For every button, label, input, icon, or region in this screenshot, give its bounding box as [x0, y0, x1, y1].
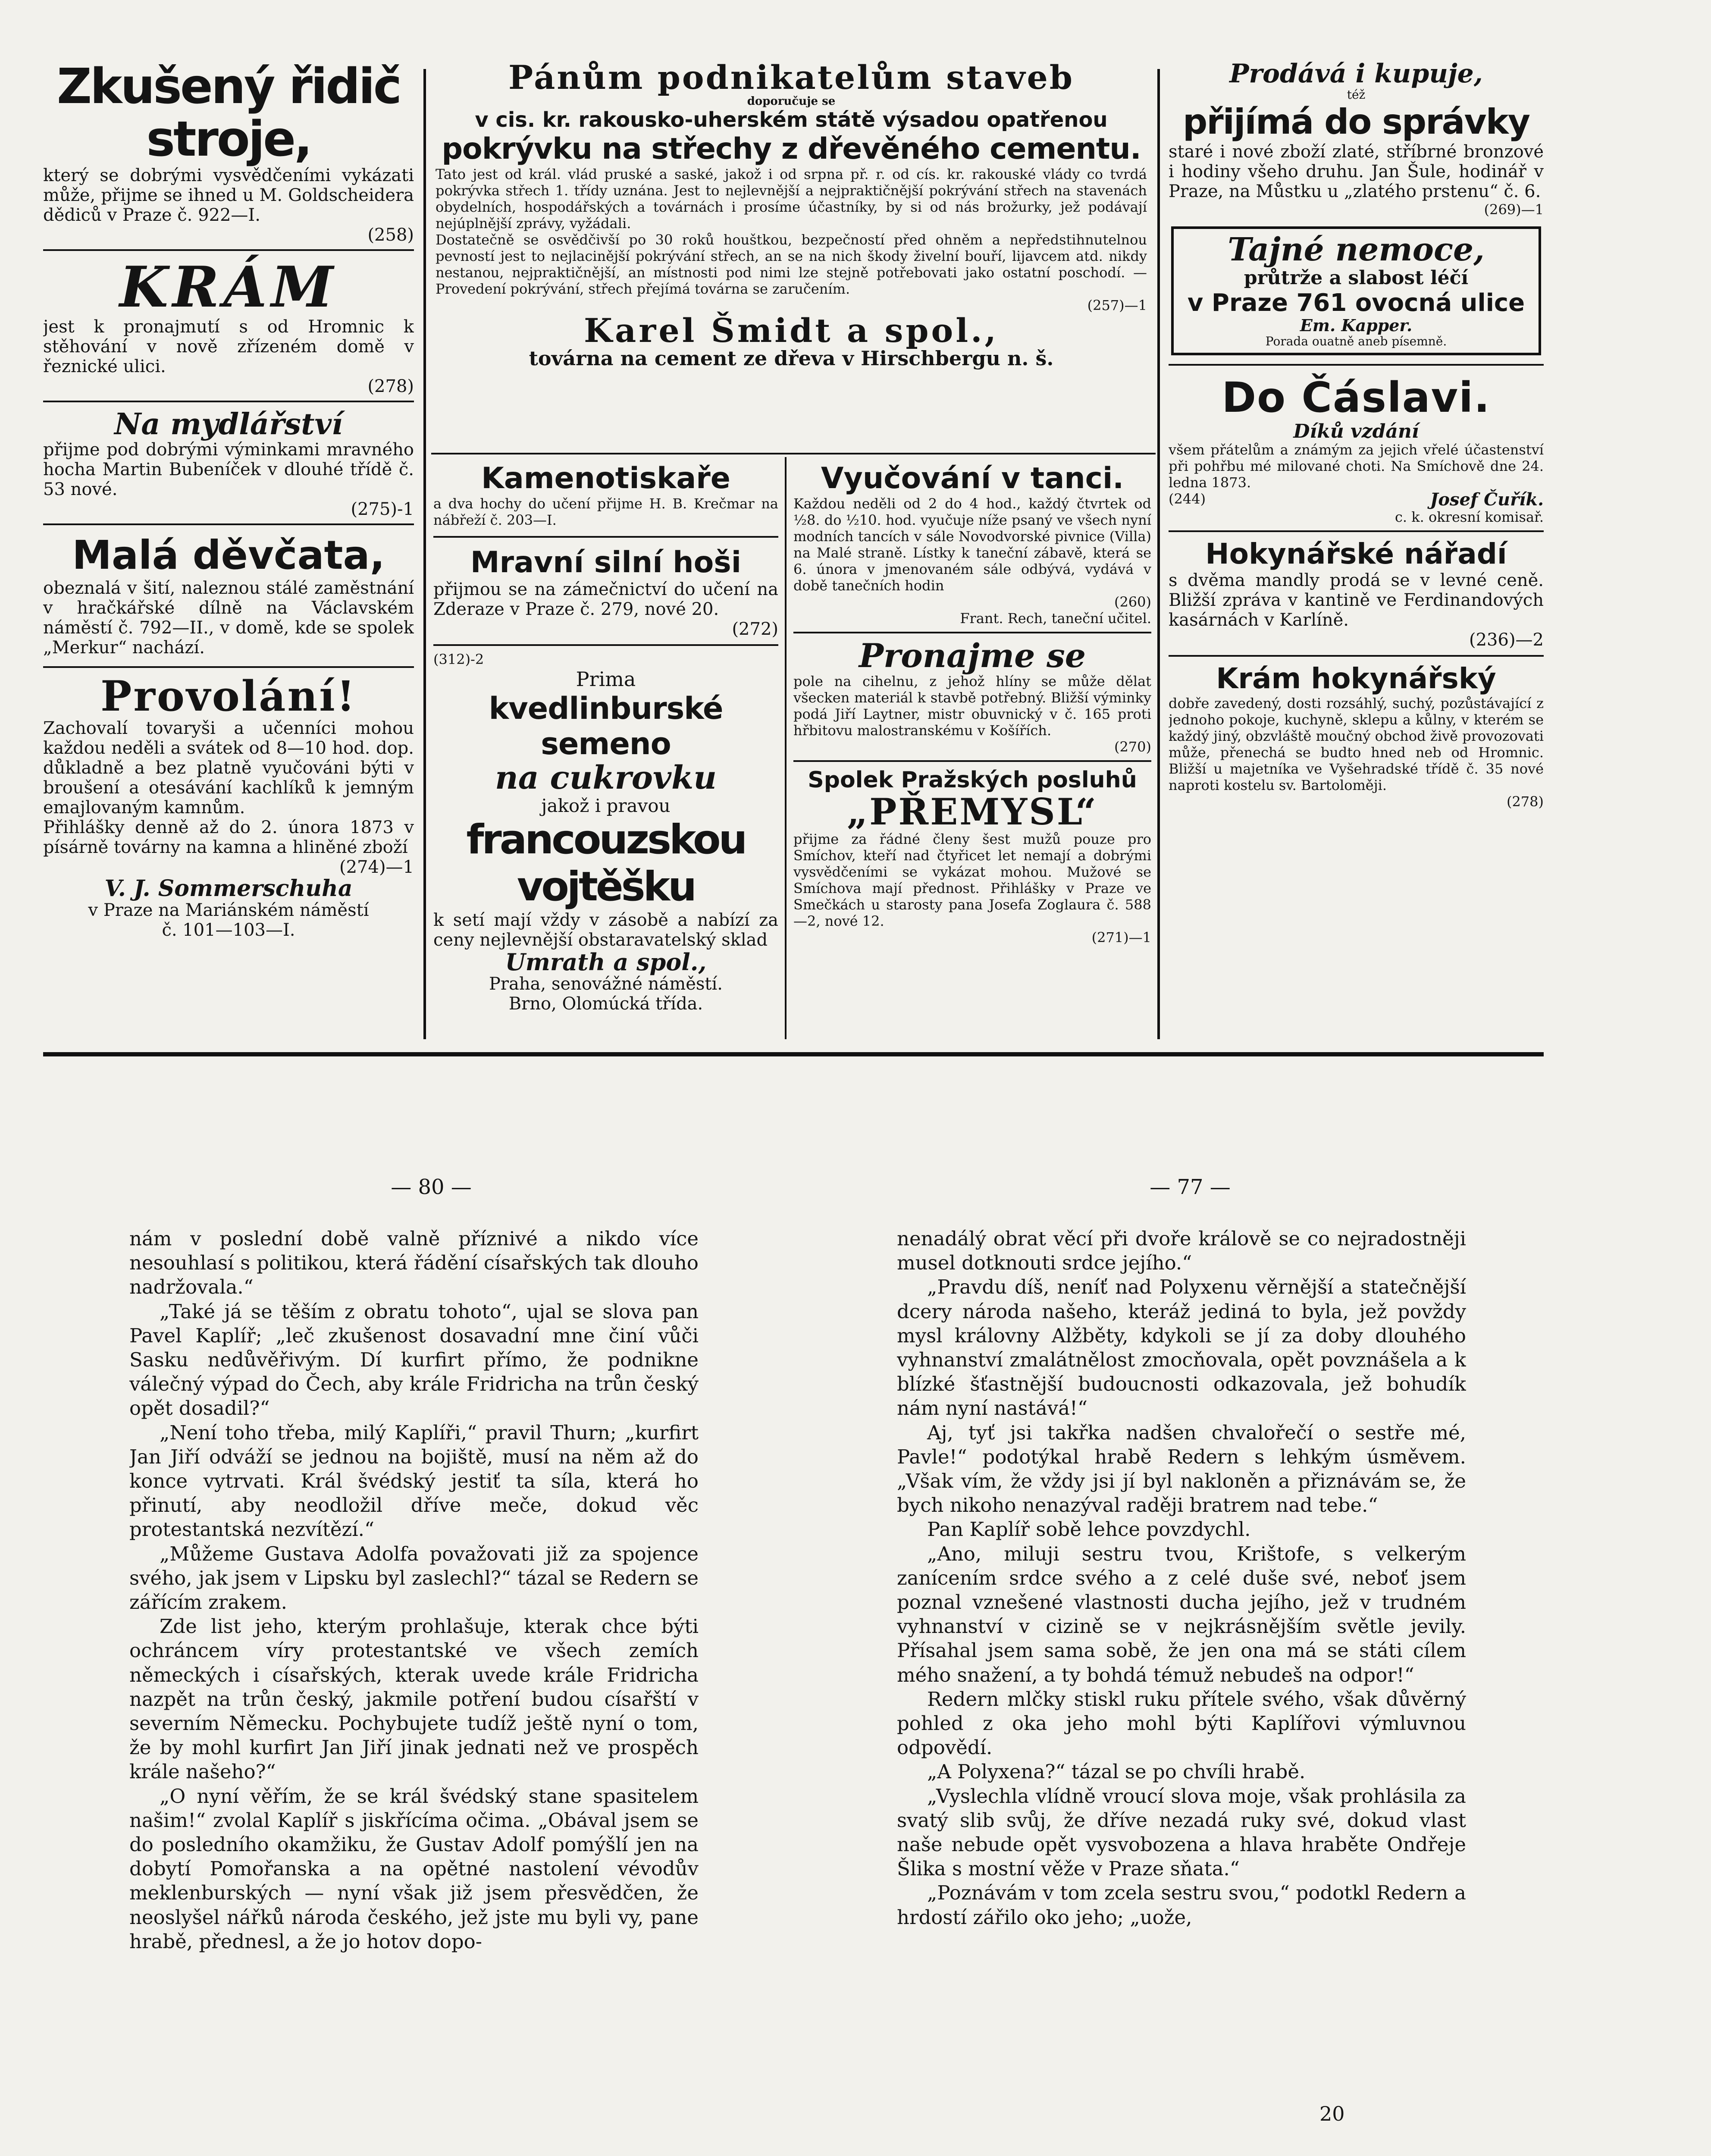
right-page-number: — 77 —: [1150, 1175, 1231, 1199]
ad-title: Vyučování v tanci.: [821, 461, 1124, 495]
ad-text: s dvěma mandly prodá se v levné ceně. Bližší zpráva v kantině ve Ferdinandových kasárnách v Karlíně.: [1169, 570, 1544, 630]
ad-ridic: [43, 60, 414, 245]
ad-text: přijmou se na zámečnictví do učení na Zderaze v Praze č. 279, nové 20.: [433, 580, 778, 619]
ad-signature: Frant. Rech, taneční učitel.: [960, 610, 1151, 627]
ad-subtitle: v cis. kr. rakousko-uherském státě výsadou opatřenou: [475, 107, 1108, 132]
ad-text: a dva hochy do učení přijme H. B. Krečmar na nábřeží č. 203—I.: [433, 495, 778, 528]
ad-text: staré i nové zboží zlaté, stříbrné bronzové i hodiny všeho druhu. Jan Šule, hodinář v Praze, na Můstku u „zlatého prstenu“ č. 6.: [1169, 142, 1544, 201]
column-rule: [423, 69, 426, 1039]
divider: [793, 632, 1151, 633]
ad-address: v Praze na Mariánském náměstí: [88, 900, 369, 921]
ad-text: přijme pod dobrými výminkami mravného hocha Martin Bubeníček v dlouhé třídě č. 53 nové.: [43, 439, 414, 499]
ad-mydlar: [43, 409, 414, 519]
ad-tajne-box: [1171, 226, 1541, 355]
ad-number: (270): [1114, 738, 1151, 755]
divider: [43, 523, 414, 525]
ad-name: „PŘEMYSL“: [846, 790, 1098, 833]
ad-text: Dostatečně se osvědčivší po 30 roků houštkou, bezpečností před ohněm a nepředstihnutelnou pevností jest to nejlacinější pokrývání střech, an se na nich škody živelní bouří, lijavcem atd. nikdy nestanou, nejpraktičnější, an místnosti pod nimi lze stejně potřebovati jako ostatní poschodí. — Provedení pokrývání, střech přejímá továrna se zaručením.: [436, 231, 1147, 297]
ad-address: č. 101—103—I.: [162, 920, 295, 940]
divider: [1169, 530, 1544, 532]
ads-page: [26, 43, 1544, 1069]
ad-title: Mravní silní hoši: [470, 545, 742, 580]
ad-footer: [1169, 491, 1544, 509]
ad-title: Pronajme se: [859, 636, 1086, 675]
ads-column-2a: [433, 461, 778, 1048]
ad-firm: Karel Šmidt a spol.,: [583, 311, 999, 350]
ad-title: Hokynářské nářadí: [1205, 537, 1507, 570]
divider: [43, 401, 414, 402]
ad-provolani: [43, 671, 414, 940]
ad-subtitle: Díků vzdání: [1293, 420, 1419, 442]
ad-text: průtrže a slabost léčí: [1244, 266, 1469, 289]
ad-title: Krám hokynářský: [1216, 661, 1496, 695]
ad-number: (278): [1506, 793, 1544, 810]
ad-number: (272): [732, 619, 778, 639]
ad-text: Přihlášky denně až do 2. února 1873 v písárně továrny na kamna a hliněné zboží: [43, 817, 414, 857]
divider: [43, 666, 414, 668]
ad-title: francouzskou vojtěšku: [466, 816, 746, 910]
ad-text: Zachovalí tovaryši a učenníci mohou každou neděli a svátek od 8—10 hod. dop. důkladně a bez platně vyučováni býti v broušení a otesávání kachlíků k jemným emajlovaným kamnům.: [43, 718, 414, 818]
ad-number: (260): [1114, 594, 1151, 610]
ads-column-3: [793, 461, 1151, 1048]
ad-kram: [43, 254, 414, 396]
paragraph: Zde list jeho, kterým prohlašuje, kterak chce býti ochráncem víry protestantské ve všech zemích německých i císařských, kterak uvede krále Fridricha nazpět na trůn český, jakmile potření budou císařští v severním Německu. Pochybujete tudíž ještě nyní o tom, že by mohl kurfirt Jan Jiří jinak jednati než ve prospěch krále našeho?“: [129, 1615, 699, 1783]
ad-number: (269)—1: [1484, 201, 1544, 218]
left-page-number: — 80 —: [391, 1175, 472, 1199]
ad-text: jest k pronajmutí s od Hromnic k stěhování v nově zřízeném domě v řeznické ulici.: [43, 317, 414, 376]
ad-number: (244): [1169, 490, 1206, 507]
ad-title: Kamenotiskaře: [481, 461, 730, 495]
ad-address: v Praze 761 ovocná ulice: [1187, 288, 1525, 317]
ad-number: (271)—1: [1091, 929, 1151, 946]
ad-title: Malá děvčata,: [72, 532, 385, 578]
ad-title: přijímá do správky: [1182, 102, 1530, 142]
ad-text: který se dobrými vysvědčeními vykázati může, přijme se ihned u M. Goldscheidera dědiců v Praze č. 922—I.: [43, 166, 414, 225]
ads-column-4: [1169, 60, 1544, 1048]
ad-text: Tato jest od král. vlád pruské a saské, jakož i od srpna př. r. od cís. kr. rakouské vlády co tvrdá pokrývka střech 1. třídy uznána. Jest to nejlevnější a nejpraktičnější pokrývání střech na stavenách obydelních, hospodářských a továrnách i prosíme účastníky, by si od nás brožurky, jež podávají nejúplnější zprávy, vyžádali.: [436, 166, 1147, 232]
paragraph: „Ano, miluji sestru tvou, Krištofe, s velkerým zanícením srdce svého a z celé duše své, neboť jsem poznal vznešené vlastnosti ducha jejího, jež v trudném vyhnanství v cizině se v nejkrásnějším světle jevily. Přísahal jsem sama sobě, že jen ona má se státi cílem mého snažení, a ty bohdá témuž nebudeš na odpor!“: [897, 1542, 1466, 1686]
ad-number: (312)-2: [433, 651, 484, 667]
ad-firm: Em. Kapper.: [1300, 315, 1413, 335]
paragraph: „Není toho třeba, milý Kaplíři,“ pravil Thurn; „kurfirt Jan Jiří odváží se jednou na bojiště, musí na něm až do konce vytrvati. Král švédský jestiť ta síla, která ho přinutí, aby neodložil dříve meče, dokud věc protestantská nezvítězí.“: [129, 1421, 699, 1541]
ad-text: přijme za řádné členy šest mužů pouze pro Smíchov, kteří nad čtyřicet let nemají a dobrými vysvědčeními se vykázat mohou. Mužové se Smíchova mají přednost. Přihlášky v Praze ve Smečkách u starosty pana Josefa Zoglaura č. 588—2, nové 12.: [793, 830, 1151, 929]
ad-title: kvedlinburské semeno: [489, 691, 723, 761]
ad-number: (257)—1: [1087, 297, 1147, 313]
ad-text: k setí mají vždy v zásobě a nabízí za ceny nejlevnější obstaravatelský sklad: [433, 910, 778, 950]
signature-mark: 20: [1319, 2102, 1345, 2125]
ad-subtitle: pokrývku na střechy z dřevěného cementu.: [442, 132, 1141, 166]
divider: [431, 453, 1156, 454]
paragraph: „Také já se těším z obratu tohoto“, ujal se slova pan Pavel Kaplíř; „leč zkušenost dosavadní mne činí vůči Sasku nedůvěřivým. Dí kurfirt přímo, že podnikne válečný výpad do Čech, aby krále Fridricha na trůn český opět dosadil?“: [129, 1300, 699, 1420]
paragraph: nenadálý obrat věcí při dvoře králově se co nejradostněji musel dotknouti srdce jejího.“: [897, 1227, 1466, 1275]
ad-devcata: [43, 532, 414, 658]
ad-title: Pánům podnikatelům staveb: [508, 60, 1074, 97]
ad-title: Do Čáslavi.: [1222, 373, 1491, 422]
column-rule: [1157, 69, 1160, 1039]
ad-firm: V. J. Sommerschuha: [104, 875, 353, 902]
paragraph: „Můžeme Gustava Adolfa považovati již za spojence svého, jak jsem v Lipsku byl zaslechl?“ tázal se Redern se zářícím zrakem.: [129, 1542, 699, 1614]
divider: [793, 760, 1151, 762]
divider: [433, 644, 778, 646]
ads-column-1: [43, 60, 414, 1048]
paragraph: „O nyní věřím, že se král švédský stane spasitelem našim!“ zvolal Kaplíř s jiskřícíma očima. „Obával jsem se do posledního okamžiku, že Gustav Adolf pomýšlí jen na dobytí Pomořanska a na opětné nastolení vévodův meklenburských — nyní však již jsem přesvědčen, že neoslyšel nářků národa českého, jež jste mu byli vy, pane hrabě, přednesl, a že jo hotov dopo-: [129, 1784, 699, 1953]
ads-bottom-rule: [43, 1052, 1544, 1056]
ad-title: Prodává i kupuje,: [1229, 60, 1483, 89]
paragraph: Redern mlčky stiskl ruku přítele svého, však důvěrný pohled z oka jeho mohl býti Kaplířovi výmluvnou odpovědí.: [897, 1687, 1466, 1759]
ad-text: obeznalá v šití, naleznou stálé zaměstnání v hračkářské dílně na Václavském náměstí č. 792—II., v domě, kde se spolek „Merkur“ nachází.: [43, 578, 414, 658]
ad-subtitle: továrna na cement ze dřeva v Hirschbergu n. š.: [529, 346, 1054, 370]
ad-small: též: [1347, 88, 1366, 102]
ad-text: všem přátelům a známým za jejich vřelé účastenství při pohřbu mé milované choti. Na Smíchově dne 24. ledna 1873.: [1169, 441, 1544, 491]
ad-firm: Umrath a spol.,: [505, 948, 707, 976]
left-page-text: [129, 1227, 699, 2089]
ad-title: Na mydlářství: [114, 407, 343, 442]
ads-column-2-wide: [436, 60, 1147, 448]
divider: [433, 536, 778, 538]
right-page-text: [897, 1227, 1466, 2098]
ad-firm: Josef Čuřík.: [1430, 489, 1544, 510]
paragraph: Aj, tyť jsi takřka nadšen chvalořečí o sestře mé, Pavle!“ podotýkal hrabě Redern s lehkým úsměvem. „Však vím, že vždy jsi jí byl nakloněn a přiznávám se, že bych nikoho nenazýval raději bratrem nad tebe.“: [897, 1421, 1466, 1517]
ad-text: jakož i pravou: [541, 795, 671, 816]
paragraph: Pan Kaplíř sobě lehce povzdychl.: [927, 1518, 1251, 1541]
divider: [1169, 655, 1544, 657]
paragraph: „A Polyxena?“ tázal se po chvíli hrabě.: [927, 1760, 1306, 1783]
ad-number: (274)—1: [339, 857, 414, 877]
paragraph: „Pravdu díš, neníť nad Polyxenu věrnější a statečnější dcery národa našeho, kteráž jediná to byla, jež povždy mysl královny Alžběty, kdykoli se jí za doby dlouhého vyhnanství zmalátnělost zmocňovala, opět povznášela a k blízké šťastnější budoucnosti odkazovala, jež bohudík nám nyní nastává!“: [897, 1275, 1466, 1420]
paragraph: „Poznávám v tom zcela sestru svou,“ podotkl Redern a hrdostí zářilo oko jeho; „uože,: [897, 1881, 1466, 1929]
ad-text: Každou neděli od 2 do 4 hod., každý čtvrtek od ½8. do ½10. hod. vyučuje níže psaný ve všech nyní modních tancích v sále Novodvorské pivnice (Villa) na Malé straně. Lístky k taneční zábavě, která se 6. února v jmenovaném sále odbývá, vydává v době tanečních hodin: [793, 495, 1151, 594]
ad-small: doporučuje se: [747, 94, 836, 108]
ad-title: Provolání!: [100, 671, 357, 721]
divider: [43, 249, 414, 251]
ad-title: KRÁM: [119, 254, 338, 320]
ad-post: c. k. okresní komisař.: [1394, 508, 1544, 525]
ad-number: (278): [367, 376, 414, 396]
ad-number: (236)—2: [1469, 630, 1544, 650]
ad-title: Tajné nemoce,: [1228, 231, 1485, 268]
ad-title: Spolek Pražských posluhů: [808, 767, 1137, 793]
ad-text: pole na cihelnu, z jehož hlíny se může dělat všecken materiál k stavbě potřebný. Bližší výminky podá Jiří Laytner, mistr obuvnický v č. 165 proti hřbitovu malostranskému v Košířích.: [793, 673, 1151, 739]
ad-address: Praha, senovážné náměstí.: [489, 974, 723, 994]
ad-number: (258): [367, 225, 414, 245]
ad-number: (275)-1: [351, 499, 414, 519]
ad-title: Zkušený řidič stroje,: [56, 60, 401, 167]
divider: [1169, 364, 1544, 366]
ad-subtitle: na cukrovku: [495, 759, 717, 796]
ad-text: Porada ouatně aneb písemně.: [1265, 334, 1447, 348]
paragraph: nám v poslední době valně příznivé a nikdo více nesouhlasí s politikou, která řádění císařských tak dlouho nadržovala.“: [129, 1227, 699, 1299]
column-rule: [785, 457, 787, 1039]
ad-address: Brno, Olomúcká třída.: [508, 994, 703, 1014]
paragraph: „Vyslechla vlídně vroucí slova moje, však prohlásila za svatý slib svůj, že dříve nezadá ruky své, dokud vlast naše nebude opět vysvobozena a hlava hraběte Ondřeje Šlika s mostní věže v Praze sňata.“: [897, 1784, 1466, 1880]
ad-label: Prima: [576, 667, 636, 691]
ad-text: dobře zavedený, dosti rozsáhlý, suchý, pozůstávající z jednoho pokoje, kuchyně, sklepu a kůlny, v kterém se každý jiný, obzvláště moučný obchod živě provozovati může, přenechá se budto hned neb od Hromnic. Bližší u majetníka ve Vyšehradské třídě č. 35 nové naproti kostelu sv. Bartoloměji.: [1169, 695, 1544, 793]
